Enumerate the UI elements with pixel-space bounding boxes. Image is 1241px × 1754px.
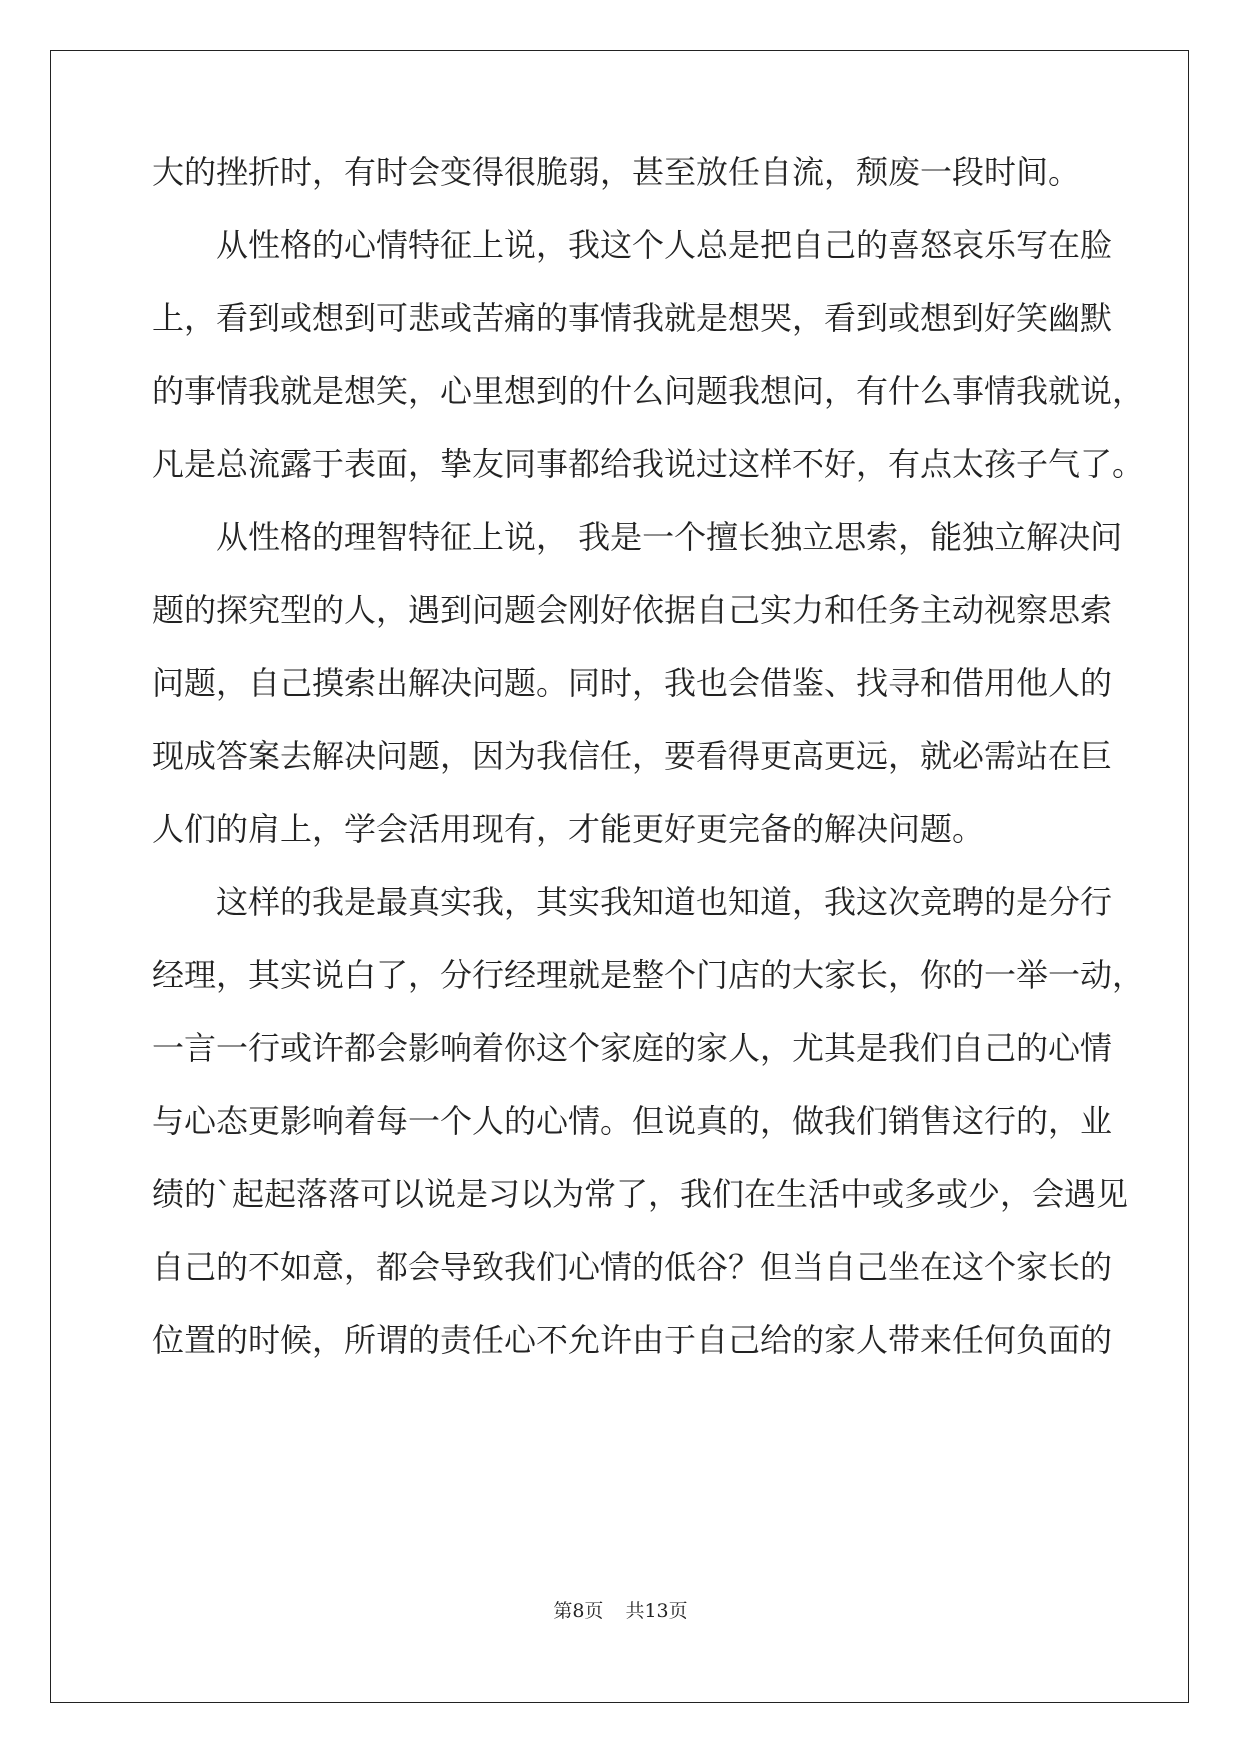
text-line-1: 大的挫折时，有时会变得很脆弱，甚至放任自流，颓废一段时间。 — [152, 153, 1081, 191]
text-line-10: 人们的肩上，学会活用现有，才能更好更完备的解决问题。 — [152, 810, 985, 848]
text-line-7: 题的探究型的人，遇到问题会刚好依据自己实力和任务主动视察思索 — [152, 591, 1113, 629]
text-line-17: 位置的时候，所谓的责任心不允许由于自己给的家人带来任何负面的 — [152, 1321, 1113, 1359]
text-line-12: 经理，其实说白了，分行经理就是整个门店的大家长，你的一举一动， — [152, 956, 1145, 994]
text-line-16: 自己的不如意，都会导致我们心情的低谷？但当自己坐在这个家长的 — [152, 1248, 1113, 1286]
text-line-5: 凡是总流露于表面，挚友同事都给我说过这样不好，有点太孩子气了。 — [152, 445, 1145, 483]
text-line-13: 一言一行或许都会影响着你这个家庭的家人，尤其是我们自己的心情 — [152, 1029, 1113, 1067]
page-number: 第8页 — [553, 1600, 604, 1622]
text-line-6: 从性格的理智特征上说， 我是一个擅长独立思索，能独立解决问 — [216, 518, 1123, 556]
text-line-11: 这样的我是最真实我，其实我知道也知道，我这次竞聘的是分行 — [216, 883, 1113, 921]
text-line-4: 的事情我就是想笑，心里想到的什么问题我想问，有什么事情我就说， — [152, 372, 1145, 410]
page-total: 共13页 — [625, 1600, 688, 1622]
text-line-2: 从性格的心情特征上说，我这个人总是把自己的喜怒哀乐写在脸 — [216, 226, 1113, 264]
text-line-9: 现成答案去解决问题，因为我信任，要看得更高更远，就必需站在巨 — [152, 737, 1113, 775]
text-line-15: 绩的`起起落落可以说是习以为常了，我们在生活中或多或少，会遇见 — [152, 1175, 1129, 1213]
text-line-8: 问题，自己摸索出解决问题。同时，我也会借鉴、找寻和借用他人的 — [152, 664, 1113, 702]
page-footer — [0, 1596, 1241, 1623]
text-line-14: 与心态更影响着每一个人的心情。但说真的，做我们销售这行的，业 — [152, 1102, 1113, 1140]
text-line-3: 上，看到或想到可悲或苦痛的事情我就是想哭，看到或想到好笑幽默 — [152, 299, 1113, 337]
